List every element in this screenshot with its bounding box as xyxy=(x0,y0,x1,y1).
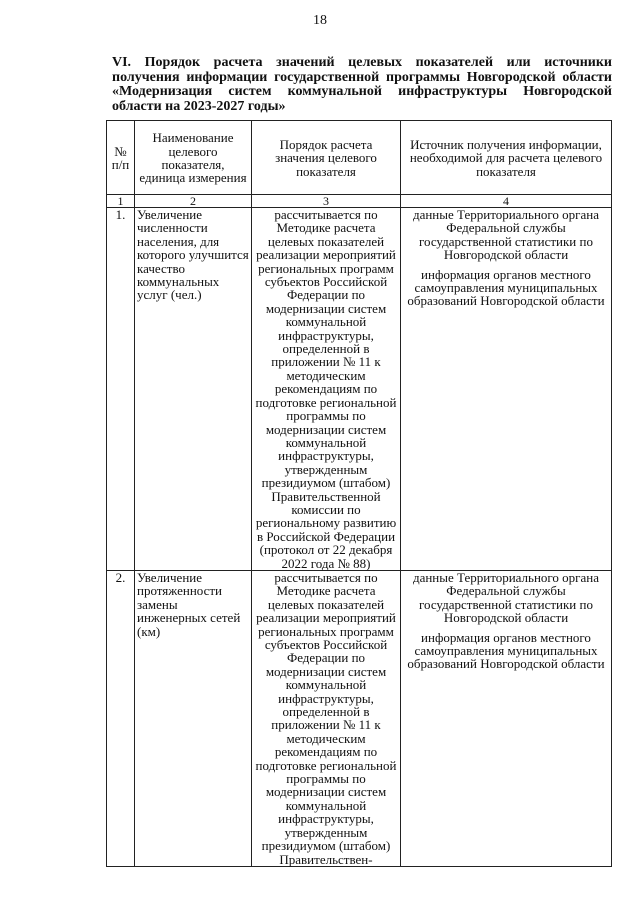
indicator-name: Увеличение протяженности замены инженерных сетей (км) xyxy=(135,570,252,866)
table-header-row xyxy=(107,121,612,195)
column-number: 1 xyxy=(107,195,135,208)
header-indicator-name: Наименование целевого показателя, единица измерения xyxy=(135,121,252,195)
header-number: № п/п xyxy=(107,121,135,195)
row-number: 2. xyxy=(107,570,135,866)
indicator-name: Увеличение численности населения, для которого улучшится качество коммунальных услуг (чел.) xyxy=(135,208,252,571)
table-row xyxy=(107,570,612,866)
header-calculation-method: Порядок расчета значения целевого показателя xyxy=(252,121,401,195)
column-number: 3 xyxy=(252,195,401,208)
table-row xyxy=(107,208,612,571)
column-number-row xyxy=(107,195,612,208)
source-paragraph: данные Территориального органа Федеральной службы государственной статистики по Новгородской области xyxy=(412,207,600,263)
column-number: 2 xyxy=(135,195,252,208)
row-number: 1. xyxy=(107,208,135,571)
information-source xyxy=(401,570,612,866)
calculation-method: рассчитывается по Методике расчета целевых показателей реализации мероприятий региональных программ субъектов Российской Федерации по модернизации систем коммунальной инфраструктуры, определенной в приложении № 11 к методическим рекомендациям по подготовке региональной программы по модернизации систем коммунальной инфраструктуры, утвержденным президиумом (штабом) Правительственной комиссии по региональному развитию в Российской Федерации (протокол от 22 декабря 2022 года № 88) xyxy=(252,208,401,571)
source-paragraph: данные Территориального органа Федеральной службы государственной статистики по Новгородской области xyxy=(412,569,600,626)
column-number: 4 xyxy=(401,195,612,208)
page-number: 18 xyxy=(313,13,327,28)
information-source xyxy=(401,208,612,571)
indicators-table xyxy=(106,120,612,867)
section-title: VI. Порядок расчета значений целевых показателей или источники получения информации государственной программы Новгородской области «Модернизация систем коммунальной инфраструктуры Новгородской области на 2023-2027 годы» xyxy=(112,55,612,114)
header-information-source: Источник получения информации, необходимой для расчета целевого показателя xyxy=(401,121,612,195)
source-paragraph: информация органов местного самоуправления муниципальных образований Новгородской области xyxy=(407,629,605,672)
source-paragraph: информация органов местного самоуправления муниципальных образований Новгородской области xyxy=(407,266,605,309)
calculation-method: рассчитывается по Методике расчета целевых показателей реализации мероприятий региональных программ субъектов Российской Федерации по модернизации систем коммунальной инфраструктуры, определенной в приложении № 11 к методическим рекомендациям по подготовке региональной программы по модернизации систем коммунальной инфраструктуры, утвержденным президиумом (штабом) Правительствен- xyxy=(252,570,401,866)
